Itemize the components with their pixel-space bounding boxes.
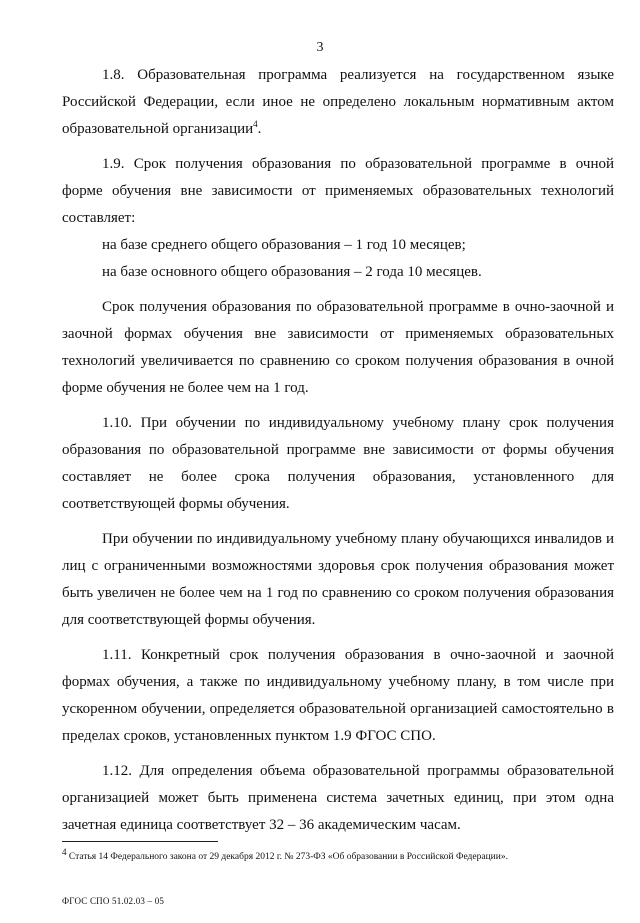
paragraph-1-8 bbox=[62, 62, 614, 143]
paragraph-text: 1.8. Образовательная программа реализуется на государственном языке Российской Федерации, если иное не определено локальным нормативным актом образовательной организации bbox=[62, 67, 614, 137]
footnote bbox=[62, 846, 622, 863]
paragraph-1-11: 1.11. Конкретный срок получения образования в очно-заочной и заочной формах обучения, а также по индивидуальному учебному плану, в том числе при ускоренном обучении, определяется образовательной организацией самостоятельно в пределах сроков, установленных пунктом 1.9 ФГОС СПО. bbox=[62, 647, 614, 744]
footnote-ref: 4 bbox=[253, 119, 258, 129]
list-item-basic-general: на базе основного общего образования – 2 года 10 месяцев. bbox=[102, 264, 482, 280]
paragraph-part-time-duration: Срок получения образования по образовательной программе в очно-заочной и заочной формах обучения вне зависимости от применяемых образовательных технологий увеличивается по сравнению со сроком получения образования в очной форме обучения не более чем на 1 год. bbox=[62, 299, 614, 396]
paragraph-1-12: 1.12. Для определения объема образовательной программы образовательной организацией может быть применена система зачетных единиц, при этом одна зачетная единица соответствует 32 – 36 академическим часам. bbox=[62, 763, 614, 833]
page-number: 3 bbox=[316, 40, 324, 55]
paragraph-disabled-students: При обучении по индивидуальному учебному плану обучающихся инвалидов и лиц с ограниченными возможностями здоровья срок получения образования может быть увеличен не более чем на 1 год по сравнению со сроком получения образования для соответствующей формы обучения. bbox=[62, 531, 614, 628]
footnote-separator bbox=[62, 841, 218, 842]
footnote-mark: 4 bbox=[62, 846, 67, 857]
footnote-text: Статья 14 Федерального закона от 29 декабря 2012 г. № 273-ФЗ «Об образовании в Российской Федерации». bbox=[66, 852, 508, 862]
list-item-secondary-general: на базе среднего общего образования – 1 год 10 месяцев; bbox=[102, 237, 466, 253]
paragraph-tail: . bbox=[257, 121, 262, 137]
paragraph-1-10: 1.10. При обучении по индивидуальному учебному плану срок получения образования по образовательной программе вне зависимости от формы обучения составляет не более срока получения образования, установленного для соответствующей формы обучения. bbox=[62, 415, 614, 512]
paragraph-1-9: 1.9. Срок получения образования по образовательной программе в очной форме обучения вне зависимости от применяемых образовательных технологий составляет: bbox=[62, 156, 614, 226]
document-code: ФГОС СПО 51.02.03 – 05 bbox=[62, 896, 165, 906]
document-body bbox=[62, 62, 614, 847]
